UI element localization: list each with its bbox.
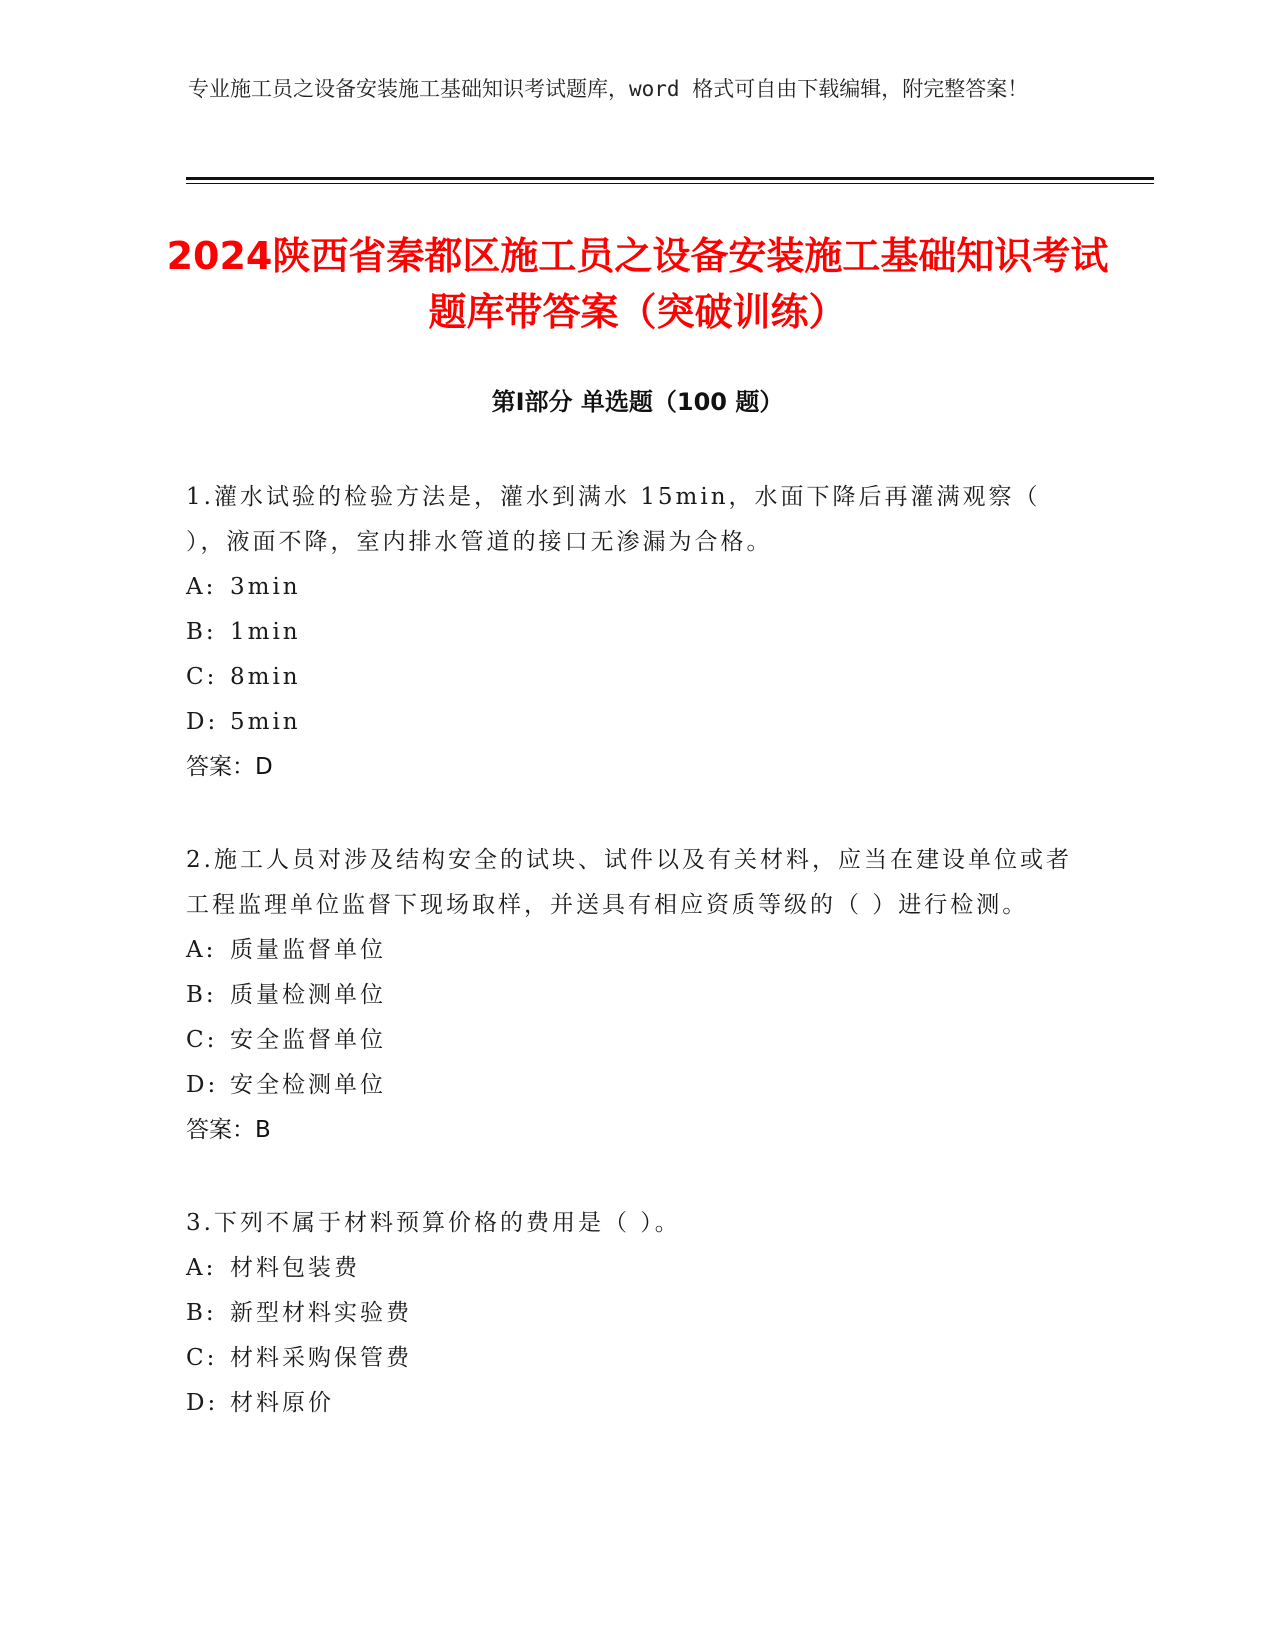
- option-key: B:: [186, 982, 217, 1008]
- option-key: D:: [186, 1072, 219, 1098]
- question-stem: 3.下列不属于材料预算价格的费用是（ ）。: [186, 1210, 681, 1236]
- option-text: 3min: [230, 574, 301, 600]
- option-d: [186, 700, 1081, 745]
- question-2: [186, 838, 1081, 1153]
- option-text: 8min: [230, 664, 301, 690]
- option-key: A:: [186, 1255, 217, 1281]
- option-a: [186, 928, 1081, 973]
- option-a: [186, 1246, 1081, 1291]
- option-d: [186, 1381, 1081, 1426]
- answer-line: 答案：D: [186, 754, 273, 780]
- option-key: C:: [186, 664, 218, 690]
- option-key: A:: [186, 937, 217, 963]
- option-key: B:: [186, 1300, 217, 1326]
- option-text: 材料原价: [230, 1390, 334, 1416]
- header-rule-thick: [186, 177, 1154, 180]
- option-key: B:: [186, 619, 217, 645]
- question-list: [186, 475, 1081, 1474]
- option-text: 安全检测单位: [230, 1072, 386, 1098]
- option-text: 1min: [230, 619, 301, 645]
- option-c: [186, 1018, 1081, 1063]
- option-text: 质量监督单位: [230, 937, 386, 963]
- option-b: [186, 610, 1081, 655]
- option-text: 材料采购保管费: [230, 1345, 412, 1371]
- header-note: 专业施工员之设备安装施工基础知识考试题库，word 格式可自由下载编辑，附完整答案！: [188, 77, 1029, 101]
- question-stem: 2.施工人员对涉及结构安全的试块、试件以及有关材料，应当在建设单位或者工程监理单位监督下现场取样，并送具有相应资质等级的（ ）进行检测。: [186, 847, 1072, 918]
- option-c: [186, 1336, 1081, 1381]
- option-key: D:: [186, 709, 219, 735]
- option-text: 材料包装费: [230, 1255, 360, 1281]
- question-1: [186, 475, 1081, 790]
- option-c: [186, 655, 1081, 700]
- option-d: [186, 1063, 1081, 1108]
- option-b: [186, 1291, 1081, 1336]
- option-b: [186, 973, 1081, 1018]
- question-3: [186, 1201, 1081, 1426]
- question-stem: 1.灌水试验的检验方法是，灌水到满水 15min，水面下降后再灌满观察（ ），液面不降，室内排水管道的接口无渗漏为合格。: [186, 484, 1041, 555]
- option-key: C:: [186, 1345, 218, 1371]
- answer-line: 答案：B: [186, 1117, 271, 1143]
- option-text: 质量检测单位: [230, 982, 386, 1008]
- option-key: A:: [186, 574, 217, 600]
- document-title: 2024陕西省秦都区施工员之设备安装施工基础知识考试题库带答案（突破训练）: [166, 234, 1109, 334]
- option-a: [186, 565, 1081, 610]
- option-text: 安全监督单位: [230, 1027, 386, 1053]
- header-rule-thin: [186, 183, 1154, 184]
- section-heading: 第Ⅰ部分 单选题（100 题）: [491, 388, 784, 416]
- option-text: 新型材料实验费: [230, 1300, 412, 1326]
- option-key: C:: [186, 1027, 218, 1053]
- option-key: D:: [186, 1390, 219, 1416]
- option-text: 5min: [230, 709, 301, 735]
